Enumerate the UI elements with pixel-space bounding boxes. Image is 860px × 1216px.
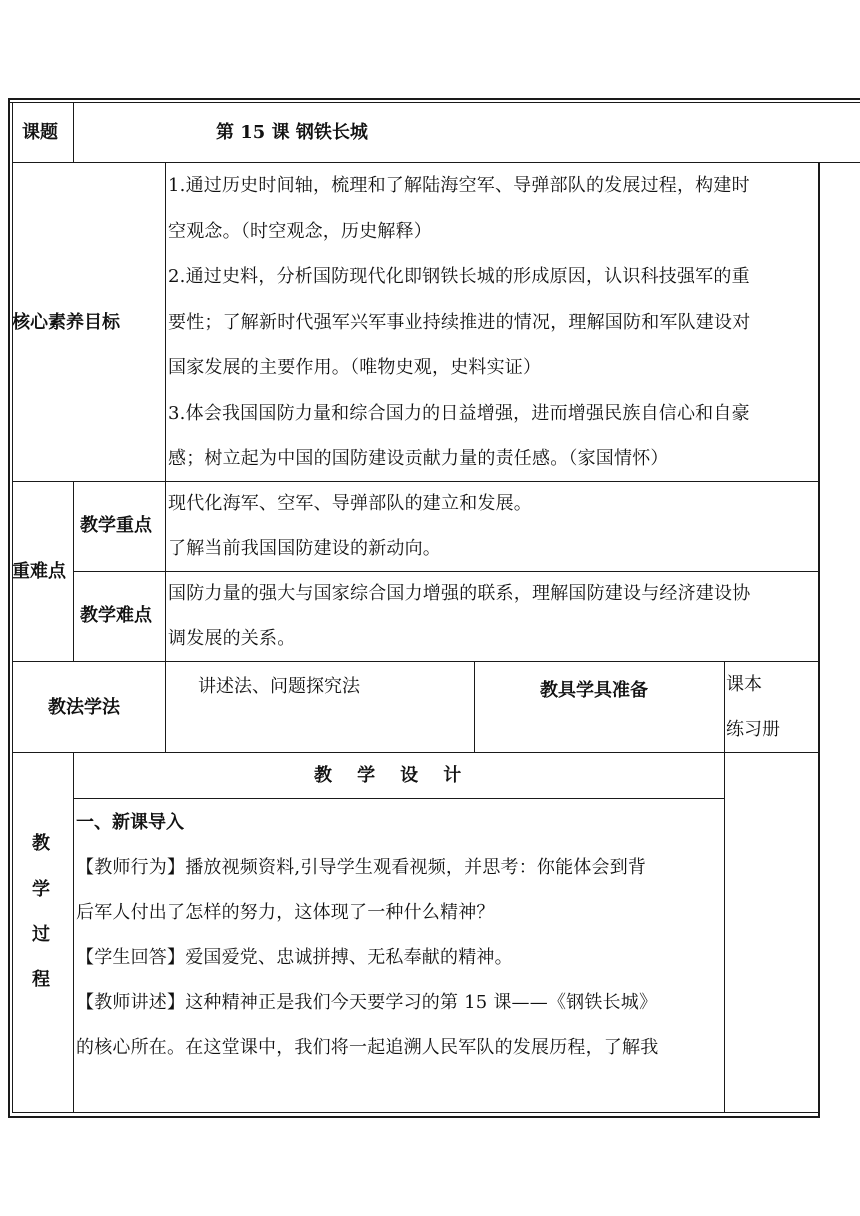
goal-line: 3.体会我国国防力量和综合国力的日益增强，进而增强民族自信心和自豪 [168, 403, 750, 424]
table-top-border-inner [8, 102, 860, 103]
key-points-label: 重难点 [12, 561, 66, 582]
process-label-char: 教 [32, 833, 50, 854]
col-line-tools-a [474, 661, 475, 752]
table-right-border [818, 162, 820, 1118]
topic-label: 课题 [22, 122, 58, 143]
goal-line: 空观念。（时空观念，历史解释） [168, 221, 432, 242]
col-line-label [73, 102, 74, 162]
table-bottom-border [8, 1116, 820, 1118]
col-line-methods [165, 661, 166, 752]
goal-line: 1.通过历史时间轴，梳理和了解陆海空军、导弹部队的发展过程，构建时 [168, 175, 750, 196]
row-line-design [73, 798, 724, 799]
row-line-difficulty [12, 661, 818, 662]
process-line: 【教师讲述】这种精神正是我们今天要学习的第 15 课——《钢铁长城》 [76, 992, 658, 1013]
col-line-tools-b [724, 661, 725, 752]
focus-line: 现代化海军、空军、导弹部队的建立和发展。 [168, 493, 532, 514]
col-line-keypoint-b [165, 481, 166, 661]
focus-label: 教学重点 [80, 515, 152, 536]
row-line-methods [12, 752, 818, 753]
process-label-char: 程 [32, 969, 50, 990]
design-title: 教 学 设 计 [314, 765, 462, 786]
col-line-process [73, 752, 74, 1112]
methods-label: 教法学法 [48, 697, 120, 718]
table-left-border [8, 98, 10, 1116]
difficulty-line: 调发展的关系。 [168, 628, 296, 649]
table-top-border [8, 98, 860, 100]
methods-value: 讲述法、问题探究法 [198, 676, 360, 697]
tools-item: 练习册 [726, 719, 780, 740]
process-label-char: 学 [32, 879, 50, 900]
focus-line: 了解当前我国国防建设的新动向。 [168, 538, 441, 559]
tools-label: 教具学具准备 [540, 680, 648, 701]
process-label-char: 过 [32, 924, 50, 945]
goal-line: 2.通过史料，分析国防现代化即钢铁长城的形成原因，认识科技强军的重 [168, 266, 750, 287]
tools-item: 课本 [726, 674, 762, 695]
col-line-goals [165, 162, 166, 481]
process-line: 后军人付出了怎样的努力，这体现了一种什么精神？ [76, 902, 495, 923]
goal-line: 感；树立起为中国的国防建设贡献力量的责任感。（家国情怀） [168, 448, 669, 469]
goal-line: 要性；了解新时代强军兴军事业持续推进的情况，理解国防和军队建设对 [168, 312, 751, 333]
process-line: 的核心所在。在这堂课中，我们将一起追溯人民军队的发展历程，了解我 [76, 1037, 659, 1058]
process-line: 【学生回答】爱国爱党、忠诚拼搏、无私奉献的精神。 [76, 947, 513, 968]
row-line-bottom-inner [12, 1112, 818, 1113]
table-left-border-inner [12, 102, 13, 1112]
difficulty-label: 教学难点 [80, 605, 152, 626]
goals-label: 核心素养目标 [12, 312, 120, 333]
col-line-notes [724, 752, 725, 1112]
goal-line: 国家发展的主要作用。（唯物史观，史料实证） [168, 357, 542, 378]
difficulty-line: 国防力量的强大与国家综合国力增强的联系，理解国防建设与经济建设协 [168, 583, 751, 604]
process-line: 【教师行为】播放视频资料,引导学生观看视频，并思考：你能体会到背 [76, 857, 647, 878]
lesson-title: 第 15 课 钢铁长城 [216, 122, 368, 143]
col-line-keypoint-a [73, 481, 74, 661]
section-title: 一、新课导入 [76, 812, 184, 833]
